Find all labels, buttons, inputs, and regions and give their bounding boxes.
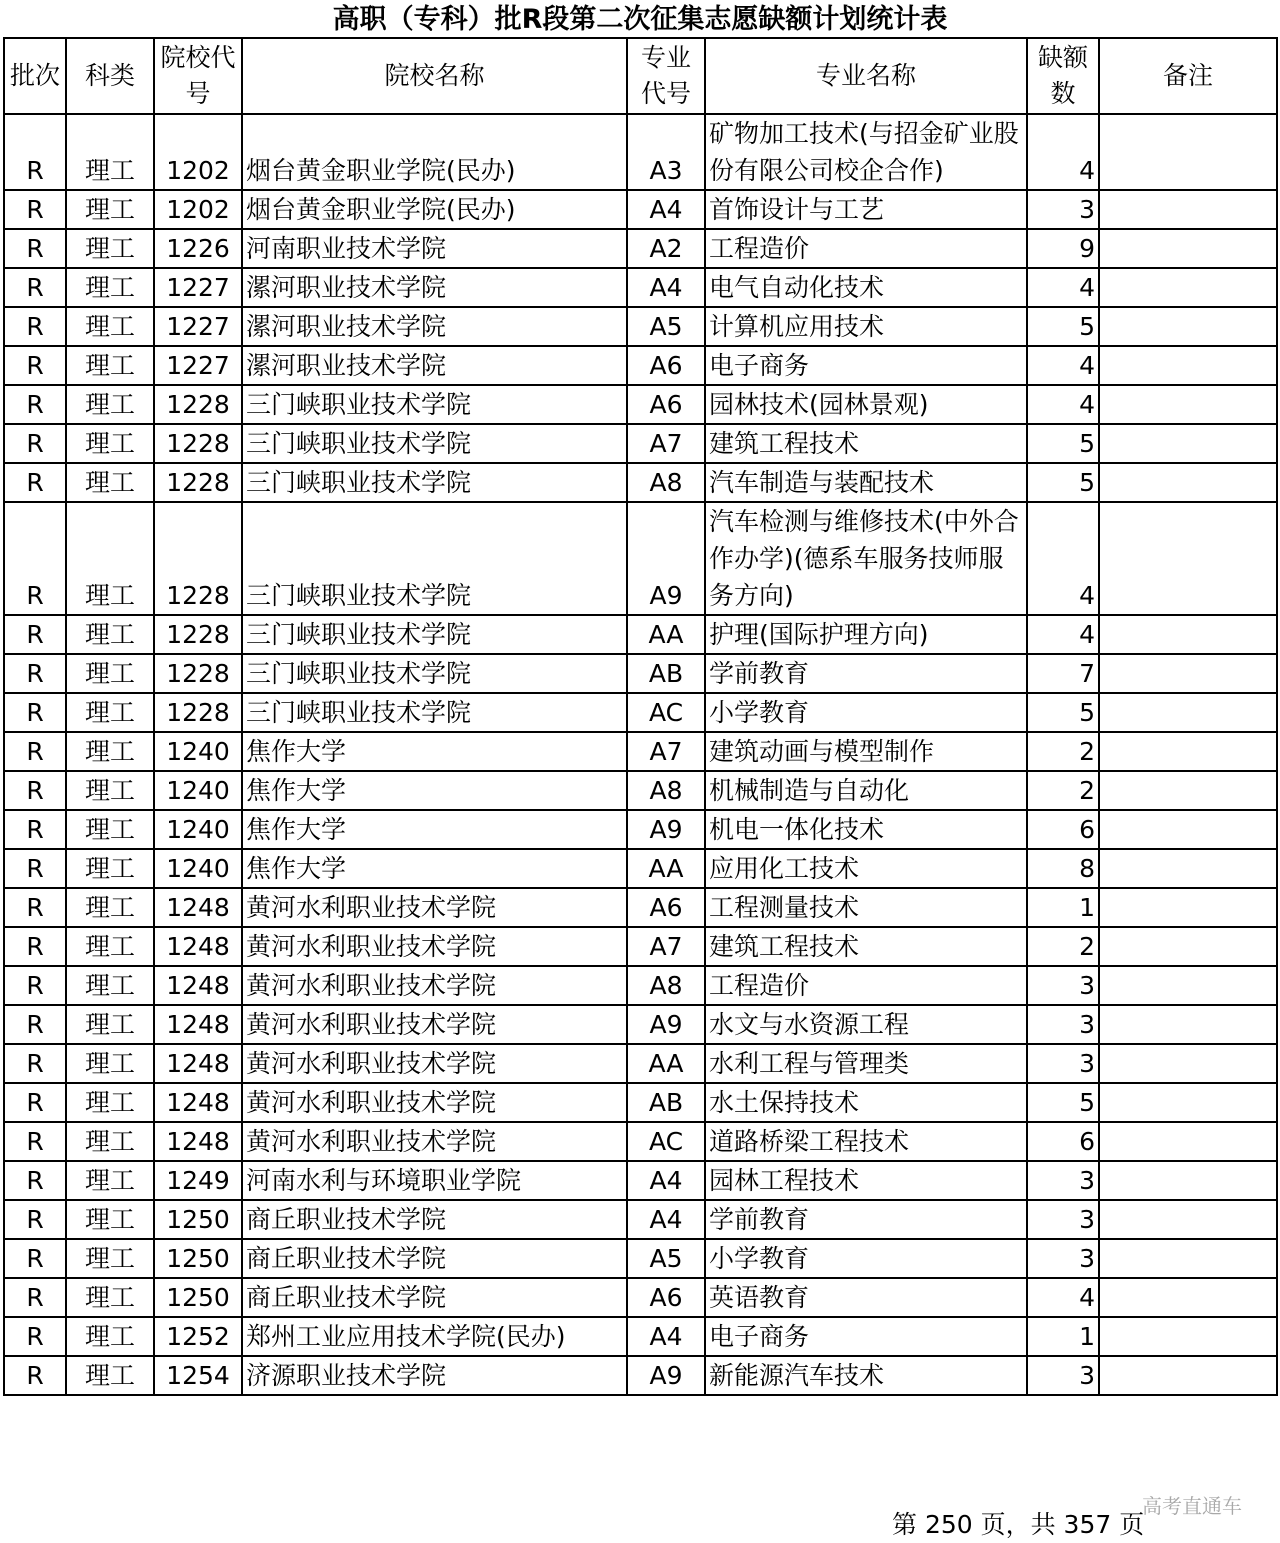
cell-school-code: 1248 — [154, 1083, 242, 1122]
table-row — [4, 849, 1277, 888]
cell-major-name: 机电一体化技术 — [705, 810, 1027, 849]
cell-major-code: AA — [627, 1044, 705, 1083]
cell-vacancy: 1 — [1027, 1317, 1099, 1356]
cell-batch: R — [4, 307, 66, 346]
cell-school-code: 1248 — [154, 1122, 242, 1161]
cell-major-name: 计算机应用技术 — [705, 307, 1027, 346]
cell-remark — [1099, 1161, 1277, 1200]
cell-category: 理工 — [66, 966, 154, 1005]
cell-major-code: AC — [627, 1122, 705, 1161]
cell-school-code: 1240 — [154, 732, 242, 771]
cell-major-code: A4 — [627, 190, 705, 229]
cell-remark — [1099, 1200, 1277, 1239]
cell-vacancy: 5 — [1027, 463, 1099, 502]
cell-category: 理工 — [66, 1200, 154, 1239]
cell-remark — [1099, 615, 1277, 654]
cell-major-code: A8 — [627, 463, 705, 502]
cell-school-code: 1248 — [154, 888, 242, 927]
cell-vacancy: 3 — [1027, 1044, 1099, 1083]
cell-major-code: A2 — [627, 229, 705, 268]
cell-batch: R — [4, 114, 66, 190]
table-row — [4, 424, 1277, 463]
cell-batch: R — [4, 385, 66, 424]
table-row — [4, 1200, 1277, 1239]
cell-school-code: 1227 — [154, 268, 242, 307]
cell-category: 理工 — [66, 1005, 154, 1044]
cell-category: 理工 — [66, 346, 154, 385]
cell-school-name: 焦作大学 — [242, 732, 627, 771]
table-row — [4, 114, 1277, 190]
cell-category: 理工 — [66, 771, 154, 810]
cell-major-code: A7 — [627, 927, 705, 966]
cell-remark — [1099, 810, 1277, 849]
table-row — [4, 732, 1277, 771]
cell-remark — [1099, 307, 1277, 346]
cell-school-code: 1240 — [154, 810, 242, 849]
cell-remark — [1099, 888, 1277, 927]
table-row — [4, 1278, 1277, 1317]
cell-vacancy: 4 — [1027, 502, 1099, 615]
table-body — [4, 114, 1277, 1395]
cell-remark — [1099, 1083, 1277, 1122]
cell-remark — [1099, 1356, 1277, 1395]
cell-major-code: AB — [627, 654, 705, 693]
cell-school-name: 三门峡职业技术学院 — [242, 654, 627, 693]
cell-major-code: A4 — [627, 1161, 705, 1200]
cell-school-code: 1228 — [154, 693, 242, 732]
table-row — [4, 927, 1277, 966]
cell-school-name: 黄河水利职业技术学院 — [242, 888, 627, 927]
cell-school-code: 1248 — [154, 1044, 242, 1083]
cell-major-name: 建筑动画与模型制作 — [705, 732, 1027, 771]
cell-school-name: 漯河职业技术学院 — [242, 307, 627, 346]
cell-school-code: 1227 — [154, 346, 242, 385]
cell-school-name: 黄河水利职业技术学院 — [242, 1044, 627, 1083]
cell-major-code: A9 — [627, 502, 705, 615]
cell-remark — [1099, 346, 1277, 385]
cell-batch: R — [4, 1161, 66, 1200]
cell-school-name: 黄河水利职业技术学院 — [242, 966, 627, 1005]
cell-school-code: 1248 — [154, 966, 242, 1005]
cell-major-code: A9 — [627, 1356, 705, 1395]
cell-school-code: 1252 — [154, 1317, 242, 1356]
cell-batch: R — [4, 1122, 66, 1161]
table-row — [4, 693, 1277, 732]
cell-major-name: 应用化工技术 — [705, 849, 1027, 888]
cell-vacancy: 5 — [1027, 307, 1099, 346]
cell-batch: R — [4, 1356, 66, 1395]
table-row — [4, 1239, 1277, 1278]
table-row — [4, 1317, 1277, 1356]
table-row — [4, 654, 1277, 693]
table-row — [4, 190, 1277, 229]
cell-vacancy: 2 — [1027, 771, 1099, 810]
table-row — [4, 771, 1277, 810]
cell-category: 理工 — [66, 1239, 154, 1278]
cell-school-name: 商丘职业技术学院 — [242, 1278, 627, 1317]
table-row — [4, 229, 1277, 268]
table-row — [4, 888, 1277, 927]
cell-major-name: 工程造价 — [705, 966, 1027, 1005]
cell-vacancy: 5 — [1027, 693, 1099, 732]
cell-major-code: A4 — [627, 1200, 705, 1239]
cell-school-name: 焦作大学 — [242, 810, 627, 849]
cell-batch: R — [4, 1083, 66, 1122]
cell-remark — [1099, 1044, 1277, 1083]
cell-school-code: 1240 — [154, 771, 242, 810]
cell-remark — [1099, 966, 1277, 1005]
cell-major-code: A7 — [627, 424, 705, 463]
cell-batch: R — [4, 1239, 66, 1278]
cell-category: 理工 — [66, 1356, 154, 1395]
cell-school-code: 1228 — [154, 502, 242, 615]
table-row — [4, 1122, 1277, 1161]
cell-batch: R — [4, 966, 66, 1005]
table-row — [4, 463, 1277, 502]
cell-major-name: 建筑工程技术 — [705, 927, 1027, 966]
cell-major-code: AC — [627, 693, 705, 732]
cell-school-code: 1250 — [154, 1239, 242, 1278]
cell-remark — [1099, 1005, 1277, 1044]
cell-vacancy: 4 — [1027, 1278, 1099, 1317]
cell-category: 理工 — [66, 1122, 154, 1161]
cell-batch: R — [4, 268, 66, 307]
cell-school-code: 1248 — [154, 927, 242, 966]
cell-vacancy: 3 — [1027, 1356, 1099, 1395]
cell-vacancy: 4 — [1027, 346, 1099, 385]
cell-batch: R — [4, 1005, 66, 1044]
cell-major-name: 园林技术(园林景观) — [705, 385, 1027, 424]
cell-batch: R — [4, 1278, 66, 1317]
cell-major-code: A5 — [627, 1239, 705, 1278]
cell-vacancy: 2 — [1027, 927, 1099, 966]
cell-major-name: 小学教育 — [705, 693, 1027, 732]
cell-major-code: AB — [627, 1083, 705, 1122]
cell-category: 理工 — [66, 1083, 154, 1122]
cell-remark — [1099, 1278, 1277, 1317]
cell-major-name: 水土保持技术 — [705, 1083, 1027, 1122]
cell-vacancy: 3 — [1027, 1161, 1099, 1200]
cell-category: 理工 — [66, 463, 154, 502]
table-row — [4, 385, 1277, 424]
table-row — [4, 1044, 1277, 1083]
table-row — [4, 1161, 1277, 1200]
cell-major-name: 工程测量技术 — [705, 888, 1027, 927]
cell-vacancy: 3 — [1027, 1200, 1099, 1239]
table-row — [4, 1356, 1277, 1395]
cell-vacancy: 5 — [1027, 424, 1099, 463]
cell-major-name: 园林工程技术 — [705, 1161, 1027, 1200]
cell-batch: R — [4, 1317, 66, 1356]
cell-major-name: 小学教育 — [705, 1239, 1027, 1278]
cell-school-code: 1250 — [154, 1278, 242, 1317]
cell-school-name: 河南水利与环境职业学院 — [242, 1161, 627, 1200]
cell-category: 理工 — [66, 810, 154, 849]
cell-batch: R — [4, 732, 66, 771]
cell-category: 理工 — [66, 1317, 154, 1356]
cell-major-name: 机械制造与自动化 — [705, 771, 1027, 810]
cell-batch: R — [4, 927, 66, 966]
table-header-row — [4, 38, 1277, 114]
cell-school-code: 1254 — [154, 1356, 242, 1395]
cell-vacancy: 9 — [1027, 229, 1099, 268]
cell-major-name: 学前教育 — [705, 654, 1027, 693]
cell-major-code: A8 — [627, 966, 705, 1005]
cell-batch: R — [4, 190, 66, 229]
cell-category: 理工 — [66, 268, 154, 307]
cell-major-code: A7 — [627, 732, 705, 771]
cell-batch: R — [4, 463, 66, 502]
cell-major-name: 电气自动化技术 — [705, 268, 1027, 307]
cell-category: 理工 — [66, 1161, 154, 1200]
table-row — [4, 502, 1277, 615]
cell-vacancy: 4 — [1027, 615, 1099, 654]
cell-vacancy: 1 — [1027, 888, 1099, 927]
cell-remark — [1099, 114, 1277, 190]
cell-school-code: 1228 — [154, 424, 242, 463]
cell-category: 理工 — [66, 927, 154, 966]
cell-remark — [1099, 268, 1277, 307]
cell-remark — [1099, 385, 1277, 424]
cell-batch: R — [4, 502, 66, 615]
header-major-name: 专业名称 — [705, 38, 1027, 114]
cell-vacancy: 7 — [1027, 654, 1099, 693]
cell-school-name: 济源职业技术学院 — [242, 1356, 627, 1395]
cell-major-name: 学前教育 — [705, 1200, 1027, 1239]
cell-batch: R — [4, 810, 66, 849]
cell-major-code: AA — [627, 615, 705, 654]
table-row — [4, 346, 1277, 385]
header-category: 科类 — [66, 38, 154, 114]
cell-school-name: 焦作大学 — [242, 849, 627, 888]
cell-school-name: 烟台黄金职业学院(民办) — [242, 190, 627, 229]
cell-school-code: 1250 — [154, 1200, 242, 1239]
cell-school-name: 漯河职业技术学院 — [242, 346, 627, 385]
cell-major-name: 英语教育 — [705, 1278, 1027, 1317]
cell-major-code: A9 — [627, 1005, 705, 1044]
cell-school-name: 三门峡职业技术学院 — [242, 424, 627, 463]
cell-school-name: 三门峡职业技术学院 — [242, 615, 627, 654]
cell-remark — [1099, 502, 1277, 615]
cell-major-name: 电子商务 — [705, 1317, 1027, 1356]
cell-remark — [1099, 927, 1277, 966]
cell-vacancy: 4 — [1027, 114, 1099, 190]
cell-major-name: 护理(国际护理方向) — [705, 615, 1027, 654]
header-remark: 备注 — [1099, 38, 1277, 114]
cell-school-name: 河南职业技术学院 — [242, 229, 627, 268]
cell-major-code: A4 — [627, 1317, 705, 1356]
cell-remark — [1099, 693, 1277, 732]
header-batch: 批次 — [4, 38, 66, 114]
cell-vacancy: 3 — [1027, 1239, 1099, 1278]
cell-major-code: AA — [627, 849, 705, 888]
watermark: 高考直通车 — [1142, 1494, 1242, 1518]
cell-category: 理工 — [66, 654, 154, 693]
page-title: 高职（专科）批R段第二次征集志愿缺额计划统计表 — [332, 4, 948, 35]
table-row — [4, 307, 1277, 346]
cell-remark — [1099, 190, 1277, 229]
cell-remark — [1099, 424, 1277, 463]
cell-school-code: 1202 — [154, 114, 242, 190]
cell-major-code: A6 — [627, 385, 705, 424]
cell-category: 理工 — [66, 190, 154, 229]
cell-school-code: 1240 — [154, 849, 242, 888]
cell-major-code: A9 — [627, 810, 705, 849]
cell-major-name: 汽车制造与装配技术 — [705, 463, 1027, 502]
cell-school-name: 三门峡职业技术学院 — [242, 502, 627, 615]
table-row — [4, 1005, 1277, 1044]
header-vacancy: 缺额数 — [1027, 38, 1099, 114]
cell-batch: R — [4, 654, 66, 693]
vacancy-table — [3, 37, 1278, 1396]
cell-batch: R — [4, 693, 66, 732]
cell-school-code: 1226 — [154, 229, 242, 268]
cell-vacancy: 3 — [1027, 1005, 1099, 1044]
cell-school-code: 1249 — [154, 1161, 242, 1200]
cell-category: 理工 — [66, 693, 154, 732]
cell-remark — [1099, 463, 1277, 502]
header-major-code: 专业代号 — [627, 38, 705, 114]
cell-batch: R — [4, 771, 66, 810]
cell-major-name: 汽车检测与维修技术(中外合作办学)(德系车服务技师服务方向) — [705, 502, 1027, 615]
cell-batch: R — [4, 424, 66, 463]
cell-school-code: 1227 — [154, 307, 242, 346]
cell-major-name: 建筑工程技术 — [705, 424, 1027, 463]
cell-major-code: A3 — [627, 114, 705, 190]
cell-school-name: 三门峡职业技术学院 — [242, 463, 627, 502]
cell-school-code: 1228 — [154, 463, 242, 502]
cell-category: 理工 — [66, 424, 154, 463]
cell-school-code: 1248 — [154, 1005, 242, 1044]
cell-school-name: 郑州工业应用技术学院(民办) — [242, 1317, 627, 1356]
cell-major-name: 首饰设计与工艺 — [705, 190, 1027, 229]
cell-school-code: 1228 — [154, 615, 242, 654]
cell-batch: R — [4, 888, 66, 927]
cell-vacancy: 4 — [1027, 385, 1099, 424]
table-row — [4, 966, 1277, 1005]
cell-category: 理工 — [66, 385, 154, 424]
cell-category: 理工 — [66, 307, 154, 346]
table-row — [4, 268, 1277, 307]
cell-school-name: 烟台黄金职业学院(民办) — [242, 114, 627, 190]
cell-remark — [1099, 849, 1277, 888]
cell-vacancy: 3 — [1027, 190, 1099, 229]
cell-batch: R — [4, 229, 66, 268]
cell-school-name: 黄河水利职业技术学院 — [242, 1122, 627, 1161]
cell-remark — [1099, 1317, 1277, 1356]
cell-school-name: 商丘职业技术学院 — [242, 1239, 627, 1278]
page-footer: 第 250 页，共 357 页 — [892, 1510, 1145, 1539]
cell-remark — [1099, 1122, 1277, 1161]
cell-category: 理工 — [66, 615, 154, 654]
cell-vacancy: 8 — [1027, 849, 1099, 888]
cell-category: 理工 — [66, 1044, 154, 1083]
cell-major-code: A5 — [627, 307, 705, 346]
cell-vacancy: 6 — [1027, 1122, 1099, 1161]
cell-vacancy: 4 — [1027, 268, 1099, 307]
cell-major-name: 道路桥梁工程技术 — [705, 1122, 1027, 1161]
cell-major-name: 水文与水资源工程 — [705, 1005, 1027, 1044]
cell-category: 理工 — [66, 1278, 154, 1317]
cell-major-code: A6 — [627, 1278, 705, 1317]
cell-category: 理工 — [66, 229, 154, 268]
header-school-name: 院校名称 — [242, 38, 627, 114]
cell-major-code: A4 — [627, 268, 705, 307]
cell-vacancy: 5 — [1027, 1083, 1099, 1122]
cell-major-name: 水利工程与管理类 — [705, 1044, 1027, 1083]
cell-school-name: 漯河职业技术学院 — [242, 268, 627, 307]
cell-remark — [1099, 732, 1277, 771]
cell-batch: R — [4, 1200, 66, 1239]
cell-major-code: A8 — [627, 771, 705, 810]
header-school-code: 院校代号 — [154, 38, 242, 114]
cell-category: 理工 — [66, 114, 154, 190]
cell-major-name: 电子商务 — [705, 346, 1027, 385]
cell-school-name: 黄河水利职业技术学院 — [242, 1005, 627, 1044]
cell-major-code: A6 — [627, 346, 705, 385]
cell-category: 理工 — [66, 502, 154, 615]
cell-school-code: 1228 — [154, 385, 242, 424]
cell-major-name: 矿物加工技术(与招金矿业股份有限公司校企合作) — [705, 114, 1027, 190]
cell-vacancy: 3 — [1027, 966, 1099, 1005]
cell-category: 理工 — [66, 732, 154, 771]
cell-school-name: 焦作大学 — [242, 771, 627, 810]
table-row — [4, 615, 1277, 654]
cell-school-name: 黄河水利职业技术学院 — [242, 1083, 627, 1122]
cell-remark — [1099, 1239, 1277, 1278]
cell-major-code: A6 — [627, 888, 705, 927]
cell-vacancy: 2 — [1027, 732, 1099, 771]
cell-school-name: 黄河水利职业技术学院 — [242, 927, 627, 966]
table-row — [4, 1083, 1277, 1122]
cell-remark — [1099, 229, 1277, 268]
cell-school-name: 三门峡职业技术学院 — [242, 385, 627, 424]
table-row — [4, 810, 1277, 849]
cell-school-code: 1228 — [154, 654, 242, 693]
cell-category: 理工 — [66, 849, 154, 888]
cell-school-name: 三门峡职业技术学院 — [242, 693, 627, 732]
cell-school-name: 商丘职业技术学院 — [242, 1200, 627, 1239]
cell-vacancy: 6 — [1027, 810, 1099, 849]
cell-remark — [1099, 654, 1277, 693]
cell-school-code: 1202 — [154, 190, 242, 229]
cell-batch: R — [4, 615, 66, 654]
cell-remark — [1099, 771, 1277, 810]
cell-major-name: 工程造价 — [705, 229, 1027, 268]
cell-batch: R — [4, 849, 66, 888]
cell-batch: R — [4, 346, 66, 385]
cell-category: 理工 — [66, 888, 154, 927]
cell-batch: R — [4, 1044, 66, 1083]
cell-major-name: 新能源汽车技术 — [705, 1356, 1027, 1395]
